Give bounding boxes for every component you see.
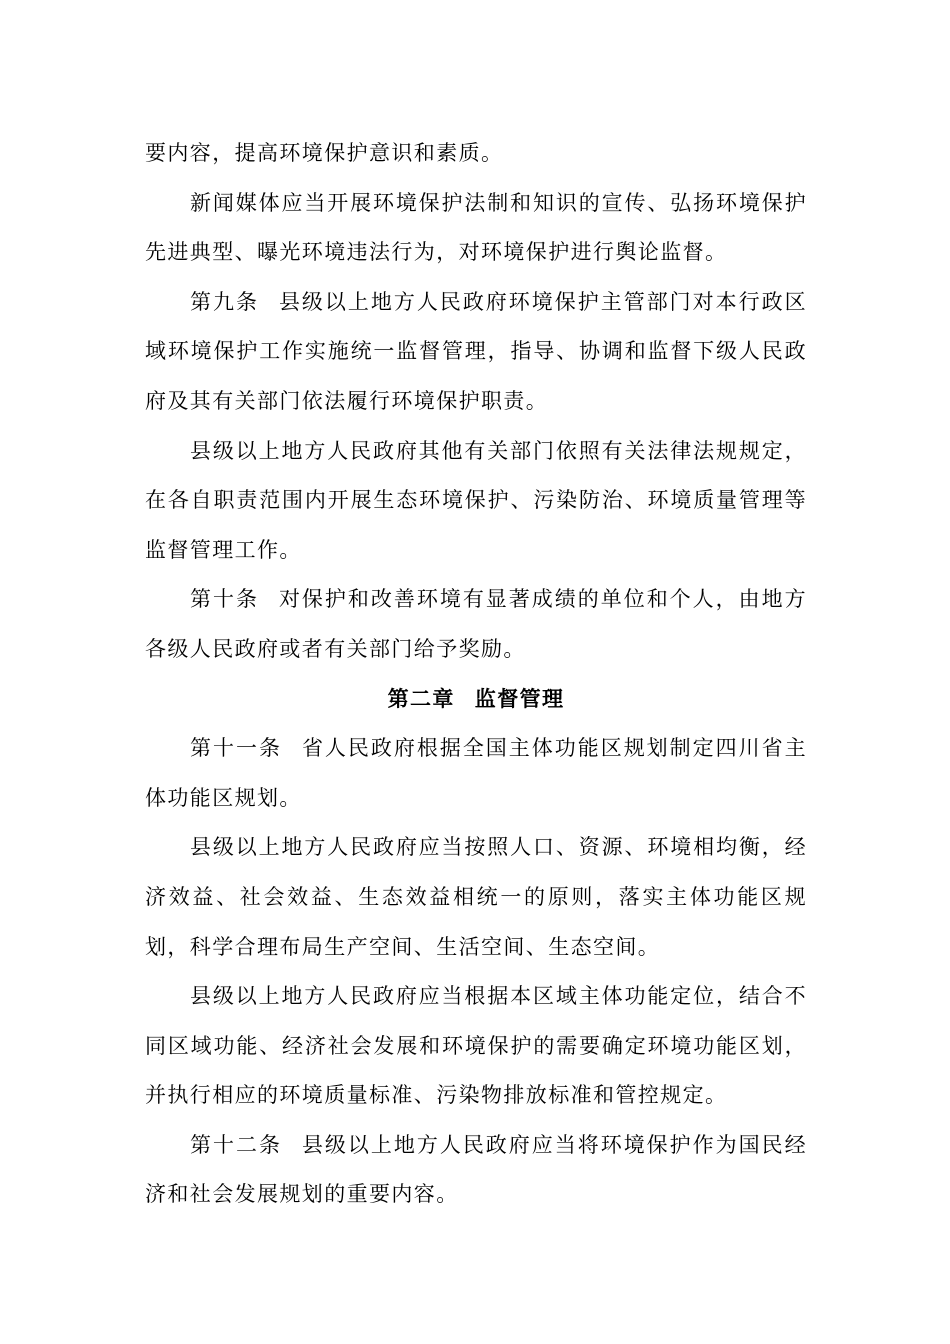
article-11-label: 第十一条 — [190, 736, 282, 761]
article-9-text: 县级以上地方人民政府环境保护主管部门对本行政区域环境保护工作实施统一监督管理，指导、协调和监督下级人民政府及其有关部门依法履行环境保护职责。 — [145, 289, 807, 413]
article-12 — [145, 1121, 807, 1220]
chapter-label: 第二章 — [387, 686, 455, 711]
article-11 — [145, 724, 807, 823]
chapter-heading — [145, 675, 807, 725]
article-10-text: 对保护和改善环境有显著成绩的单位和个人，由地方各级人民政府或者有关部门给予奖励。 — [145, 587, 807, 661]
paragraph-media: 新闻媒体应当开展环境保护法制和知识的宣传、弘扬环境保护先进典型、曝光环境违法行为，对环境保护进行舆论监督。 — [145, 190, 807, 265]
article-11-text: 省人民政府根据全国主体功能区规划制定四川省主体功能区规划。 — [145, 736, 807, 810]
paragraph-functional-zoning: 县级以上地方人民政府应当根据本区域主体功能定位，结合不同区域功能、经济社会发展和环境保护的需要确定环境功能区划，并执行相应的环境质量标准、污染物排放标准和管控规定。 — [145, 984, 807, 1108]
chapter-title: 监督管理 — [474, 686, 565, 711]
document-body — [145, 129, 807, 1220]
paragraph-population-balance: 县级以上地方人民政府应当按照人口、资源、环境相均衡，经济效益、社会效益、生态效益相统一的原则，落实主体功能区规划，科学合理布局生产空间、生活空间、生态空间。 — [145, 835, 807, 959]
paragraph-other-departments: 县级以上地方人民政府其他有关部门依照有关法律法规规定，在各自职责范围内开展生态环境保护、污染防治、环境质量管理等监督管理工作。 — [145, 438, 807, 562]
paragraph-continuation: 要内容，提高环境保护意识和素质。 — [145, 141, 504, 165]
article-10 — [145, 575, 807, 674]
article-12-label: 第十二条 — [190, 1132, 282, 1157]
article-12-text: 县级以上地方人民政府应当将环境保护作为国民经济和社会发展规划的重要内容。 — [145, 1132, 807, 1207]
article-10-label: 第十条 — [190, 587, 259, 612]
article-9-label: 第九条 — [190, 289, 259, 314]
article-9 — [145, 278, 807, 427]
